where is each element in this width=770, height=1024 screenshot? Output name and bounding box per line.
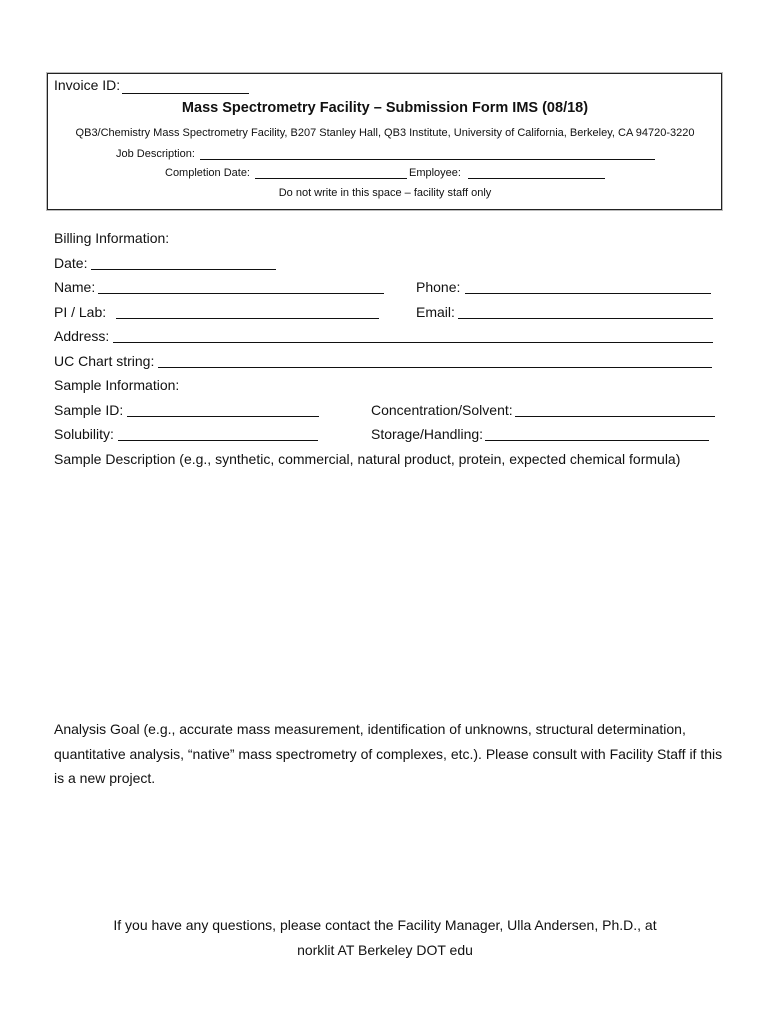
analysis-goal-area[interactable] [54, 792, 714, 902]
analysis-goal-line-1: Analysis Goal (e.g., accurate mass measurement, identification of unknowns, structural determination, [54, 721, 686, 737]
name-field[interactable] [98, 293, 384, 294]
solubility-field[interactable] [118, 440, 318, 441]
email-field[interactable] [458, 318, 713, 319]
analysis-goal-line-2: quantitative analysis, “native” mass spectrometry of complexes, etc.). Please consult with Facility Staff if this [54, 746, 723, 762]
sample-id-label: Sample ID: [54, 402, 124, 418]
completion-date-label: Completion Date: [165, 167, 250, 179]
form-title: Mass Spectrometry Facility – Submission Form IMS (08/18) [181, 100, 589, 116]
address-field[interactable] [113, 342, 713, 343]
storage-handling-label: Storage/Handling: [371, 426, 484, 442]
phone-field[interactable] [465, 293, 711, 294]
date-field[interactable] [91, 269, 276, 270]
address-label: Address: [54, 328, 110, 344]
employee-field[interactable] [468, 178, 605, 179]
invoice-id-field[interactable] [122, 93, 249, 94]
staff-only-note: Do not write in this space – facility staff only [278, 187, 492, 199]
sample-description-label: Sample Description (e.g., synthetic, commercial, natural product, protein, expected chemical formula) [54, 451, 681, 467]
job-description-label: Job Description: [116, 148, 195, 160]
concentration-solvent-field[interactable] [515, 416, 715, 417]
name-label: Name: [54, 279, 96, 295]
completion-date-field[interactable] [255, 178, 407, 179]
contact-email: norklit AT Berkeley DOT edu [297, 942, 473, 958]
sample-description-area[interactable] [54, 472, 714, 712]
job-description-field[interactable] [200, 159, 655, 160]
billing-heading: Billing Information: [54, 230, 170, 246]
pi-lab-field[interactable] [116, 318, 379, 319]
sample-heading: Sample Information: [54, 377, 180, 393]
email-label: Email: [416, 304, 455, 320]
employee-label: Employee: [409, 167, 461, 179]
storage-handling-field[interactable] [485, 440, 709, 441]
contact-line-1: If you have any questions, please contact the Facility Manager, Ulla Andersen, Ph.D., at [113, 917, 657, 933]
uc-chart-string-field[interactable] [158, 367, 712, 368]
concentration-solvent-label: Concentration/Solvent: [371, 402, 513, 418]
invoice-id-label: Invoice ID: [54, 77, 121, 93]
sample-id-field[interactable] [127, 416, 319, 417]
uc-chart-string-label: UC Chart string: [54, 353, 155, 369]
pi-lab-label: PI / Lab: [54, 304, 107, 320]
solubility-label: Solubility: [54, 426, 114, 442]
phone-label: Phone: [416, 279, 461, 295]
analysis-goal-line-3: is a new project. [54, 770, 156, 786]
facility-address: QB3/Chemistry Mass Spectrometry Facility, B207 Stanley Hall, QB3 Institute, University of California, Berkeley, CA 94720-3220 [75, 127, 695, 139]
date-label: Date: [54, 255, 88, 271]
